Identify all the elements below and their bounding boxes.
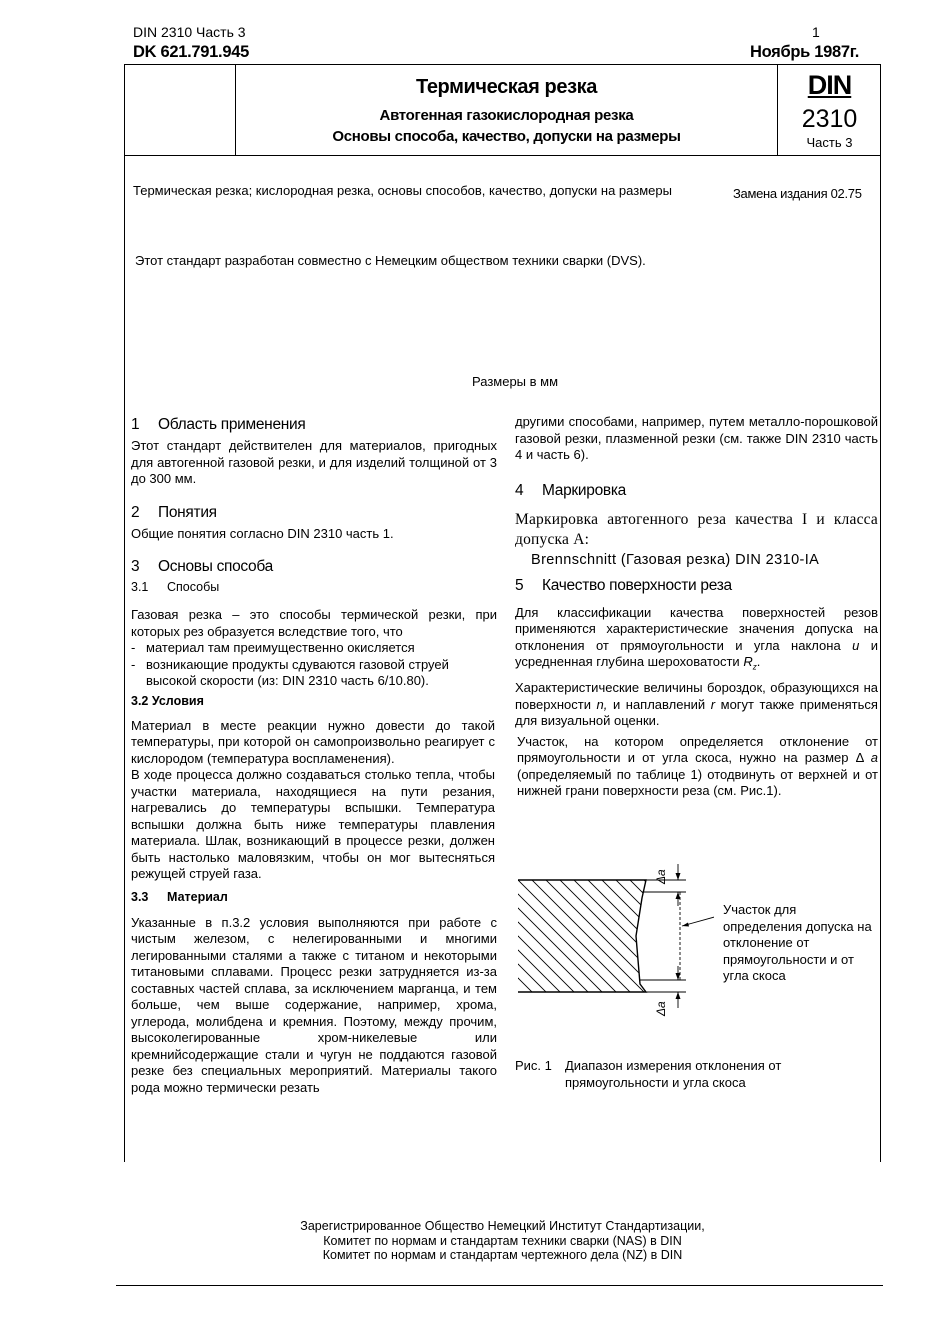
- right-column: [515, 414, 878, 800]
- section-2-text: Общие понятия согласно DIN 2310 часть 1.: [131, 525, 394, 541]
- section-title: Качество поверхности реза: [542, 576, 732, 594]
- footer-line-2: Комитет по нормам и стандартам техники сварки (NAS) в DIN: [323, 1233, 682, 1248]
- joint-development-note: Этот стандарт разработан совместно с Немецким обществом техники сварки (DVS).: [135, 253, 646, 268]
- continued-text: другими способами, например, путем металло-порошковой газовой резки, плазменной резки (см. также DIN 2310 часть 4 и часть 6).: [515, 414, 878, 462]
- issue-date: Ноябрь 1987г.: [749, 43, 859, 61]
- section-1-heading: [131, 414, 497, 436]
- left-column: [131, 414, 497, 1096]
- section-title: Маркировка: [542, 481, 626, 499]
- text-run: Характеристические величины бороздок, образующихся на поверхности: [515, 680, 878, 712]
- title-box: [124, 64, 881, 156]
- document-title: Термическая резка: [416, 76, 597, 98]
- list-item: - материал там преимущественно окисляется: [131, 640, 497, 657]
- text-run: (определяемый по таблице 1) отодвинуть от верхней и от нижней грани поверхности реза (см. Рис.1).: [517, 766, 878, 799]
- text-run: могут также применяться для визуальной оценки.: [515, 696, 878, 729]
- symbol-rz: R: [743, 654, 753, 669]
- section-5-paragraph-1: Для классификации качества поверхностей резов применяются характеристические значения допуска на отклонения от прямоугольности и угла наклона u и усредненная глубина шероховатости $R_z$.: [515, 604, 878, 672]
- footer-rule: [116, 1285, 883, 1286]
- document-subtitle-1: Автогенная газокислородная резка: [379, 107, 634, 124]
- figure-1-caption: [515, 1058, 855, 1091]
- section-title: Способы: [167, 580, 220, 594]
- document-subtitle-2: Основы способа, качество, допуски на размеры: [332, 128, 681, 145]
- list-item: - возникающие продукты сдуваются газовой струей высокой скорости (из: DIN 2310 часть 6/10.80).: [131, 657, 491, 690]
- symbol-n: n,: [596, 696, 608, 712]
- section-5-paragraph-3: [517, 734, 878, 800]
- text-run: и усредненная глубина шероховатости: [515, 637, 878, 669]
- symbol-a: a: [870, 750, 878, 766]
- footer-line-1: Зарегистрированное Общество Немецкий Институт Стандартизации,: [300, 1219, 705, 1233]
- section-3-1-list: [131, 640, 497, 690]
- section-3-3-text: Указанные в п.3.2 условия выполняются при работе с чистым железом, с нелегированными и многими легированными сталями а также с титаном и некоторыми титановыми сплавами. Процесс резки затрудняется из-за составных частей сплава, за исключением марганца, и тем больше, чем выше содержание, например, хрома, углерода, молибдена и кремния. Поэтому, между прочим, высоколегированные хром-никелевые или кремнийсодержащие стали и чугун не поддаются газовой резке без специальных мероприятий. Материалы такого рода можно термически резать: [131, 914, 497, 1095]
- section-3-1-text: Газовая резка – это способы термической резки, при которых рез образуется вследствие того, что: [131, 607, 497, 639]
- section-title: Понятия: [158, 503, 217, 521]
- section-number: 3: [131, 558, 140, 575]
- section-1-text: Этот стандарт действителен для материалов, пригодных для автогенной газовой резки, и для изделий толщиной от 3 до 300 мм.: [131, 438, 497, 486]
- caption-row: [515, 1058, 855, 1091]
- section-3-2-text-1: Материал в месте реакции нужно довести до такой температуры, при которой он самопроизвольно реагирует с кислородом (температура воспламенения).: [131, 717, 495, 766]
- section-number: 5: [515, 576, 524, 594]
- delta-a-top-label: Δa: [654, 869, 668, 884]
- section-4-heading: [515, 480, 878, 502]
- hatching: [514, 858, 714, 1023]
- section-title: Основы способа: [158, 558, 273, 575]
- section-number: 3.3: [131, 889, 149, 904]
- section-5-paragraph-2: [515, 680, 878, 730]
- frame-right-line: [880, 156, 881, 1162]
- section-3-1-heading: [131, 578, 497, 596]
- symbol-r: r: [710, 696, 716, 712]
- symbol-rz-subscript: z: [752, 662, 757, 672]
- section-number: 3.1: [131, 580, 149, 594]
- din-logo-text: DIN: [807, 70, 852, 100]
- section-5-heading: [515, 575, 878, 597]
- frame-left-line: [124, 156, 125, 1162]
- symbol-u: u: [852, 637, 860, 653]
- dk-code: DK 621.791.945: [133, 43, 249, 61]
- section-2-heading: [131, 502, 497, 524]
- section-number: 4: [515, 481, 524, 499]
- figure-1-drawing: [514, 858, 714, 1023]
- marking-code: Brennschnitt (Газовая резка) DIN 2310-IA: [531, 551, 820, 568]
- cut-surface-diagram: [514, 858, 714, 1023]
- section-3-2-text-2: В ходе процесса должно создаваться столько тепла, чтобы участки материала, находящиеся на пути резания, нагревались до температуры вспышки. Температура вспышки должна быть ниже температуры плавления материала. Шлак, возникающий в процессе резки, должен быть настолько маловязким, чтобы он мог вытесняться режущей струей газа.: [131, 767, 495, 881]
- section-title: Область применения: [158, 416, 306, 433]
- replacement-note: Замена издания 02.75: [733, 186, 862, 201]
- symbol-delta: Δ: [855, 750, 864, 766]
- din-number: 2310: [801, 105, 858, 133]
- din-part: Часть 3: [806, 135, 853, 150]
- section-3-2-heading: 3.2 Условия: [131, 693, 204, 708]
- text-run: Для классификации качества поверхностей резов применяются характеристические значения допуска на отклонения от прямоугольности и угла наклона: [515, 604, 878, 653]
- dimensions-note: Размеры в мм: [472, 374, 559, 389]
- footer-line-3: Комитет по нормам и стандартам чертежного дела (NZ) в DIN: [322, 1248, 683, 1262]
- footer-block: [124, 1219, 881, 1263]
- caption-text: Диапазон измерения отклонения от прямоугольности и угла скоса: [565, 1058, 782, 1090]
- caption-number: Рис. 1: [515, 1058, 552, 1073]
- section-number: 1: [131, 416, 140, 433]
- text-run: Участок, на котором определяется отклонение от прямоугольности и от угла скоса, нужно на размер: [517, 733, 878, 766]
- text-run: и наплавлений: [612, 696, 706, 712]
- doc-part-label: DIN 2310 Часть 3: [133, 24, 246, 40]
- section-title: Материал: [167, 889, 228, 904]
- section-4-text: Маркировка автогенного реза качества I и класса допуска А:: [515, 510, 878, 548]
- section-3-heading: [131, 556, 497, 578]
- page-number: 1: [812, 24, 820, 40]
- figure-annotation: Участок для определения допуска на отклонение от прямоугольности и от угла скоса: [723, 902, 872, 983]
- delta-a-bottom-label: Δa: [654, 1001, 668, 1016]
- alternative-title: Термическая резка; кислородная резка, основы способов, качество, допуски на размеры: [133, 183, 672, 198]
- section-3-3-heading: [131, 888, 497, 906]
- section-number: 2: [131, 503, 140, 521]
